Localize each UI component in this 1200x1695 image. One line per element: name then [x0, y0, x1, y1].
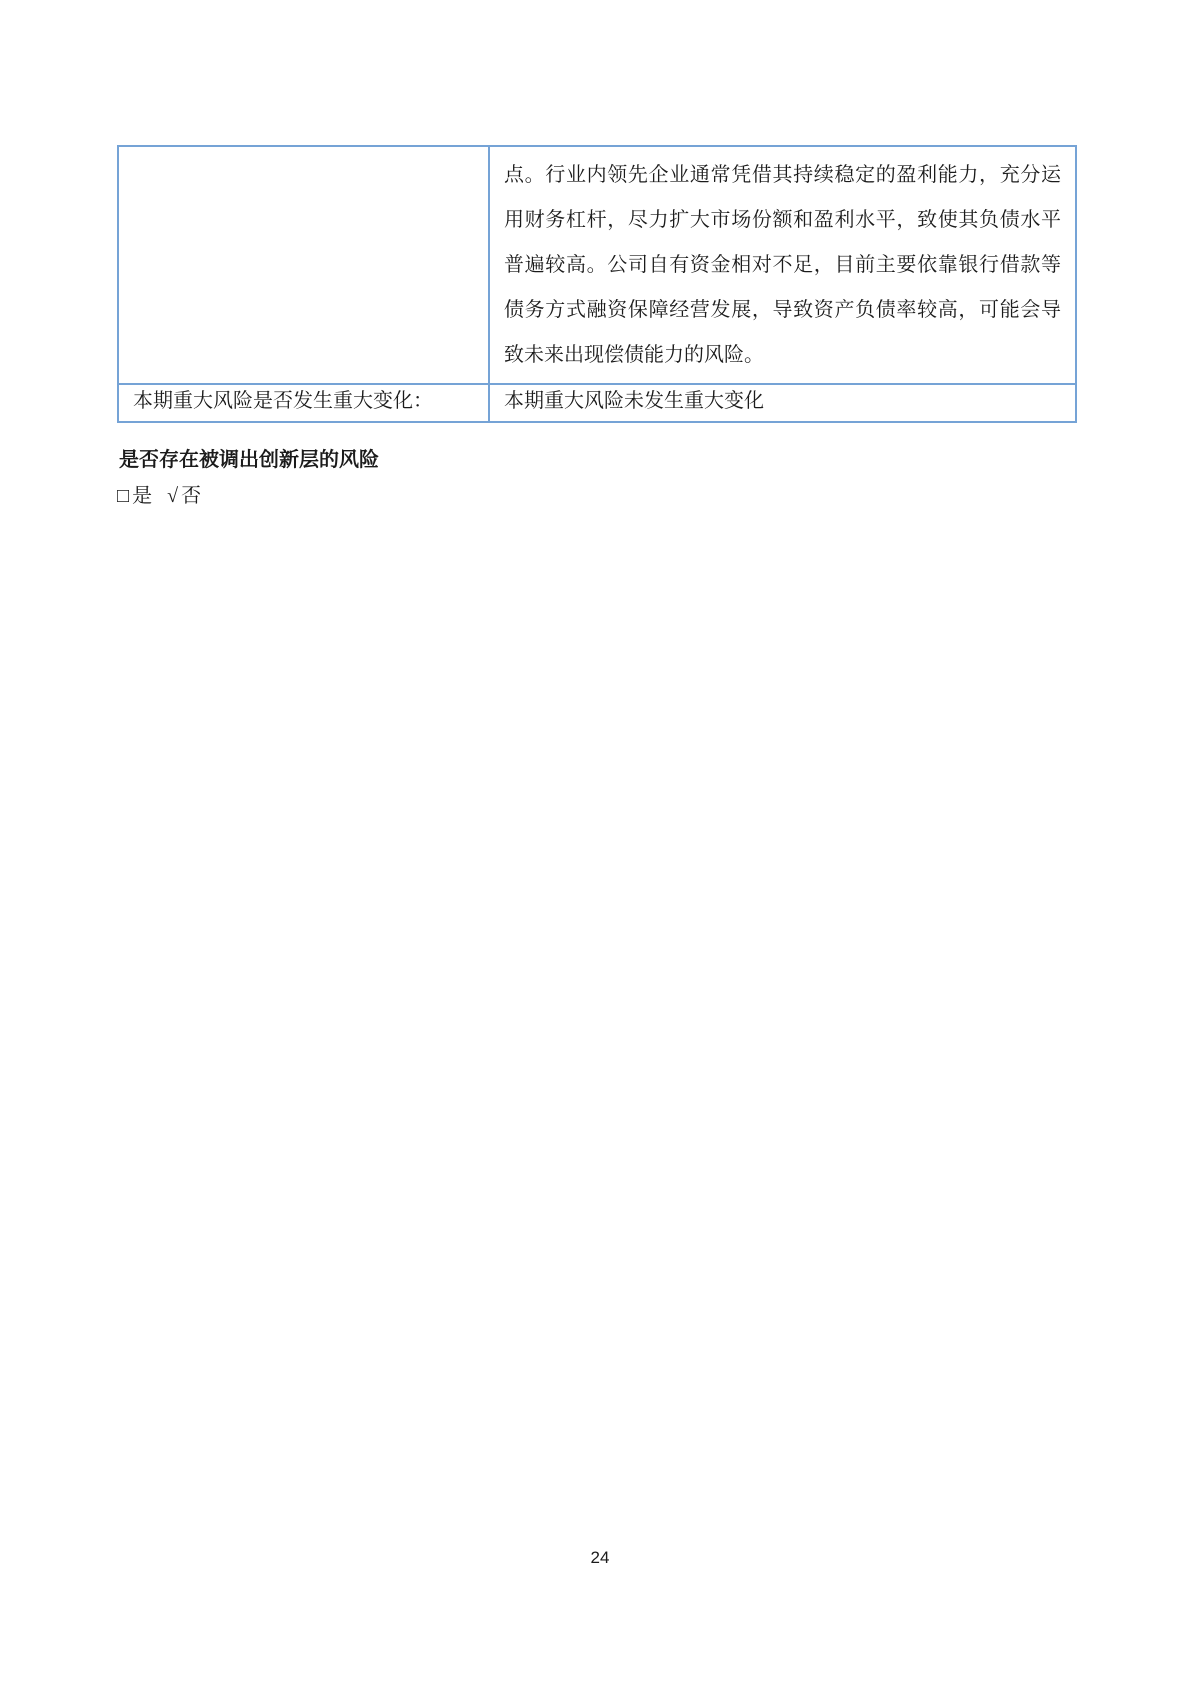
empty-checkbox-icon: □ — [117, 485, 130, 507]
table-row — [119, 147, 1075, 383]
section-heading: 是否存在被调出创新层的风险 — [119, 449, 379, 471]
risk-change-label-cell — [119, 385, 490, 421]
risk-table — [117, 145, 1077, 423]
risk-paragraph-line: 普遍较高。公司自有资金相对不足，目前主要依靠银行借款等 — [504, 254, 1061, 276]
option-yes — [117, 485, 152, 507]
option-no — [167, 485, 201, 507]
risk-paragraph-line: 点。行业内领先企业通常凭借其持续稳定的盈利能力，充分运 — [504, 164, 1061, 186]
risk-paragraph-line: 用财务杠杆，尽力扩大市场份额和盈利水平，致使其负债水平 — [504, 209, 1061, 231]
yes-no-options — [117, 481, 201, 511]
option-no-label: 否 — [181, 485, 202, 507]
risk-paragraph-line: 债务方式融资保障经营发展，导致资产负债率较高，可能会导 — [504, 299, 1061, 321]
risk-paragraph-line: 致未来出现偿债能力的风险。 — [504, 344, 764, 366]
risk-table-empty-cell — [119, 147, 490, 383]
checkmark-icon: √ — [167, 485, 179, 507]
risk-change-value: 本期重大风险未发生重大变化 — [504, 390, 764, 412]
table-row — [119, 383, 1075, 421]
option-yes-label: 是 — [132, 485, 153, 507]
page-number: 24 — [590, 1548, 610, 1567]
risk-change-value-cell — [490, 385, 1075, 421]
risk-description-cell — [490, 147, 1075, 383]
risk-change-label: 本期重大风险是否发生重大变化： — [133, 390, 433, 412]
